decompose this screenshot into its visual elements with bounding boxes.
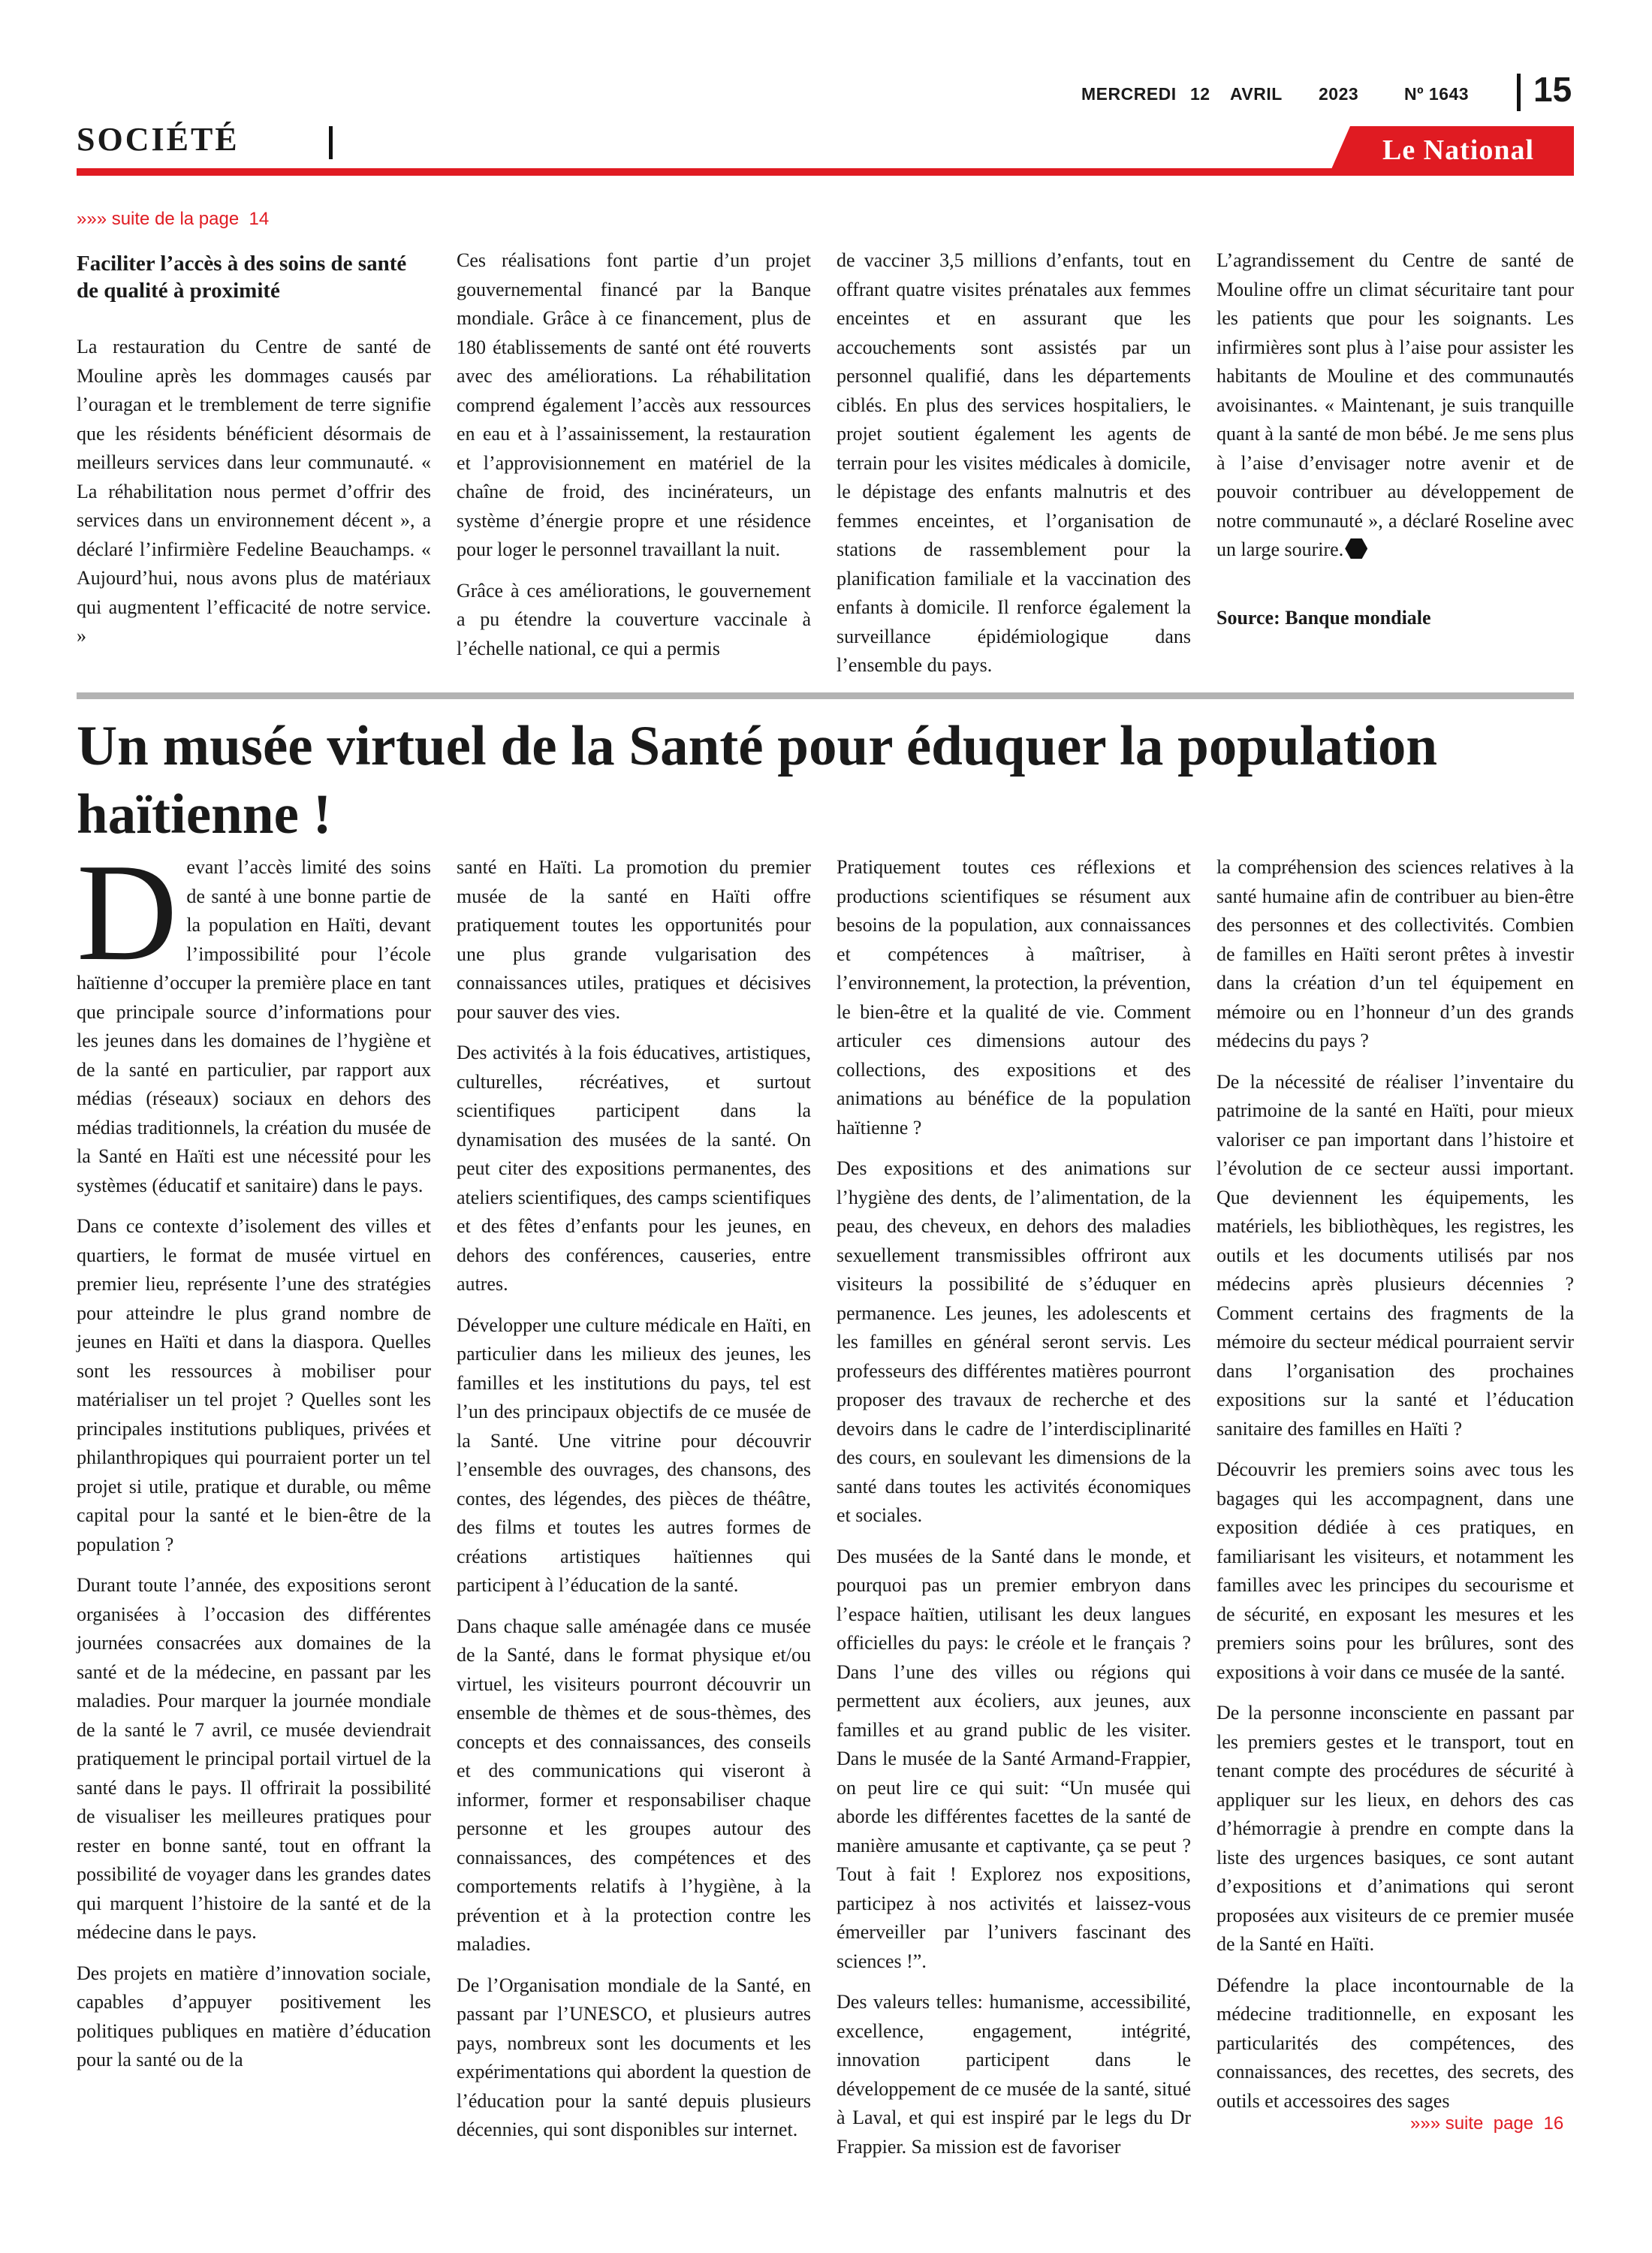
section-title: SOCIÉTÉ [77, 121, 240, 158]
paragraph: la compréhension des sciences relatives à la santé humaine afin de contribuer au bien-être des personnes et des collectivités. Combien de familles en Haïti seront prêtes à investir dans la création d’un tel équipement en mémoire ou en l’honneur d’un des grands médecins du pays ? [1216, 856, 1574, 1051]
top-article-column-4 [1216, 246, 1574, 632]
paragraph: Durant toute l’année, des expositions seront organisées à l’occasion des différentes journées consacrées aux domaines de la santé et de la médecine, en passant par les maladies. Pour marquer la journée mondiale de la santé le 7 avril, ce musée deviendrait pratiquement le principal portail virtuel de la santé dans le pays. Il offrirait la possibilité de visualiser les meilleures pratiques pour rester en bonne santé, tout en offrant la possibilité de voyager dans les grandes dates qui marquent l’histoire de la santé et de la médecine dans le pays. [77, 1574, 431, 1943]
date-year: 2023 [1319, 84, 1359, 104]
paragraph: Des musées de la Santé dans le monde, et pourquoi pas un premier embryon dans l’espace haïtien, utilisant les deux langues officielles du pays: le créole et le français ? Dans l’une des villes ou régions qui permettent aux écoliers, aux jeunes, aux familles et au grand public de les visiter. Dans le musée de la Santé Armand-Frappier, on peut lire ce qui suit: “Un musée qui aborde les différentes facettes de la santé de manière amusante et captivante, ça se peut ? Tout à fait ! Explorez nos expositions, participez à nos activités et laissez-vous émerveiller par l’univers fascinant des sciences !”. [837, 1545, 1191, 1972]
top-article-column-2 [457, 246, 811, 663]
main-article-column-3 [837, 853, 1191, 2161]
header-rule [77, 168, 1574, 176]
page-number: 15 [1533, 70, 1572, 109]
section-divider [329, 126, 333, 159]
paragraph: de vacciner 3,5 millions d’enfants, tout en offrant quatre visites prénatales aux femmes enceintes et en assurant que les accouchements sont assistés par un personnel qualifié, dans les départements ciblés. En plus des services hospitaliers, le projet soutient également les agents de terrain pour les visites médicales à domicile, le dépistage des enfants malnutris et des femmes enceintes, et l’organisation de stations de rassemblement pour la planification familiale et la vaccination des enfants à domicile. Il renforce également la surveillance épidémiologique dans l’ensemble du pays. [837, 249, 1191, 676]
page-number-divider [1517, 74, 1521, 111]
paragraph: Défendre la place incontournable de la médecine traditionnelle, en exposant les particularités des compétences, des connaissances, des recettes, des secrets, des outils et accessoires des sages [1216, 1974, 1574, 2112]
continued-from-label: »»» suite de la page 14 [77, 209, 270, 229]
date-month: AVRIL [1230, 84, 1283, 104]
continued-on-label: »»» suite page 16 [1410, 2113, 1564, 2134]
main-article-column-2 [457, 853, 811, 2145]
paragraph: Des projets en matière d’innovation sociale, capables d’appuyer positivement les politiques publiques en matière d’éducation pour la santé ou de la [77, 1962, 431, 2071]
paragraph: De la nécessité de réaliser l’inventaire du patrimoine de la santé en Haïti, pour mieux valoriser ce pan important dans l’histoire et l’évolution de ce secteur aussi important. Que deviennent les équipements, les matériels, les bibliothèques, les registres, les outils et les documents utilisés par nos médecins après plusieurs décennies ? Comment certains des fragments de la mémoire du secteur médical pourraient servir dans l’organisation des prochaines expositions sur la santé et l’éducation sanitaire des familles en Haïti ? [1216, 1070, 1574, 1440]
paragraph [1216, 246, 1574, 565]
date-weekday: MERCREDI [1081, 84, 1177, 104]
paragraph: La restauration du Centre de santé de Mouline après les dommages causés par l’ouragan et le tremblement de terre signifie que les résidents bénéficient désormais de meilleurs services dans leur communauté. « La réhabilitation nous permet d’offrir des services dans un environnement décent », a déclaré l’infirmière Fedeline Beauchamps. « Aujourd’hui, nous avons plus de matériaux qui augmentent l’efficacité de notre service. » [77, 336, 431, 647]
main-article-column-4 [1216, 853, 1574, 2116]
lead-paragraph-text: evant l’accès limité des soins de santé à une bonne partie de la population en Haïti, devant l’impossibilité pour l’école haïtienne d’occuper la première place en tant que principale source d’informations pour les jeunes dans les domaines de l’hygiène et de la santé en particulier, par rapport aux médias (réseaux) sociaux en dehors des médias traditionnels, la création du musée de la Santé en Haïti est une nécessité pour les systèmes (éducatif et sanitaire) dans le pays. [77, 856, 431, 1196]
paragraph: Ces réalisations font partie d’un projet gouvernemental financé par la Banque mondiale. Grâce à ce financement, plus de 180 établissements de santé ont été rouverts avec des améliorations. La réhabilitation comprend également l’accès aux ressources en eau et à l’assainissement, la restauration et l’approvisionnement en matériel de la chaîne de froid, des incinérateurs, un système d’énergie propre et une résidence pour loger le personnel travaillant la nuit. [457, 249, 811, 560]
main-article-column-1 [77, 835, 431, 2075]
brand-name: Le National [1382, 134, 1535, 166]
paragraph: Des activités à la fois éducatives, artistiques, culturelles, récréatives, et surtout scientifiques participent dans la dynamisation des musées de la santé. On peut citer des expositions permanentes, des ateliers scientifiques, des camps scientifiques et des fêtes d’enfants pour les jeunes, en dehors des conférences, causeries, entre autres. [457, 1042, 811, 1295]
paragraph: De l’Organisation mondiale de la Santé, en passant par l’UNESCO, et plusieurs autres pays, nombreux sont les documents et les expérimentations qui abordent la question de l’éducation pour la santé depuis plusieurs décennies, qui sont disponibles sur internet. [457, 1974, 811, 2140]
article-source: Source: Banque mondiale [1216, 606, 1431, 629]
drop-cap: D [77, 835, 178, 990]
top-article-column-1 [77, 250, 431, 651]
paragraph: santé en Haïti. La promotion du premier musée de la santé en Haïti offre pratiquement toutes les opportunités pour une plus grande vulgarisation des connaissances utiles, pratiques et décisives pour sauver des vies. [457, 856, 811, 1023]
paragraph: Des valeurs telles: humanisme, accessibilité, excellence, engagement, intégrité, innovation participent dans le développement de ce musée de la santé, situé à Laval, et qui est inspiré par le legs du Dr Frappier. Sa mission est de favoriser [837, 1991, 1191, 2158]
top-article-column-3 [837, 246, 1191, 680]
paragraph: Pratiquement toutes ces réflexions et productions scientifiques se résument aux besoins de la population, aux connaissances et compétences à maîtriser, à l’environnement, la protection, la prévention, le bien-être et la qualité de vie. Comment articuler ces dimensions autour des collections, des expositions et des animations au bénéfice de la population haïtienne ? [837, 856, 1191, 1139]
paragraph: Grâce à ces améliorations, le gouvernement a pu étendre la couverture vaccinale à l’échelle national, ce qui a permis [457, 579, 811, 659]
main-headline: Un musée virtuel de la Santé pour éduquer la population haïtienne ! [77, 715, 1438, 846]
lead-paragraph [77, 835, 431, 1200]
paragraph: Dans chaque salle aménagée dans ce musée de la Santé, dans le format physique et/ou virtuel, les visiteurs pourront découvrir un ensemble de thèmes et de sous-thèmes, des concepts et des connaissances, des conseils et des communications qui viseront à informer, former et responsabiliser chaque personne et les groupes autour des connaissances, des compétences et des comportements relatifs à l’hygiène, à la prévention et à la protection contre les maladies. [457, 1615, 811, 1955]
top-article-subhead: Faciliter l’accès à des soins de santé de qualité à proximité [77, 252, 407, 303]
paragraph: Développer une culture médicale en Haïti, en particulier dans les milieux des jeunes, les familles et les institutions du pays, tel est l’un des principaux objectifs de ce musée de la Santé. Une vitrine pour découvrir l’ensemble des ouvrages, des chansons, des contes, des légendes, des pièces de théâtre, des films et toutes les autres formes de créations artistiques haïtiennes qui participent à l’éducation de la santé. [457, 1313, 811, 1596]
paragraph-text: L’agrandissement du Centre de santé de Mouline offre un climat sécuritaire tant pour les patients que pour les soignants. Les infirmières sont plus à l’aise pour assister les habitants de Mouline et des communautés avoisinantes. « Maintenant, je suis tranquille quant à la santé de mon bébé. Je me sens plus à l’aise d’envisager notre avenir et de pouvoir contribuer au développement de notre communauté », a déclaré Roseline avec un large sourire. [1216, 249, 1574, 560]
paragraph: Découvrir les premiers soins avec tous les bagages qui les accompagnent, dans une exposition dédiée à ces pratiques, en familiarisant les visiteurs, et notamment les familles avec les principes du secourisme et de sécurité, en exposant les mesures et les premiers soins pour les brûlures, sont des expositions à voir dans ce musée de la santé. [1216, 1458, 1574, 1683]
paragraph: Dans ce contexte d’isolement des villes et quartiers, le format de musée virtuel en premier lieu, représente l’une des stratégies pour atteindre le plus grand nombre de jeunes en Haïti et dans la diaspora. Quelles sont les ressources à mobiliser pour matérialiser un tel projet ? Quelles sont les principales institutions publiques, privées et philanthropiques qui pourraient porter un tel projet si utile, pratique et durable, ou même capital pour la santé et le bien-être de la population ? [77, 1215, 431, 1555]
issue-number: Nº 1643 [1404, 84, 1470, 104]
end-of-article-mark-icon [1345, 538, 1367, 559]
article-divider [77, 692, 1574, 699]
paragraph: De la personne inconsciente en passant par les premiers gestes et le transport, tout en tenant compte des procédures de sécurité à appliquer sur les lieux, en dehors des cas d’hémorragie à prendre en compte dans la liste des urgences basiques, ce sont autant d’expositions et d’animations qui seront proposées aux visiteurs de ce premier musée de la Santé en Haïti. [1216, 1702, 1574, 1955]
paragraph: Des expositions et des animations sur l’hygiène des dents, de l’alimentation, de la peau, des cheveux, en dehors des maladies sexuellement transmissibles offriront aux visiteurs la possibilité de s’éduquer en permanence. Les jeunes, les adolescents et les familles en général seront servis. Les professeurs des différentes matières pourront proposer des travaux de recherche et des devoirs dans le cadre de l’interdisciplinarité des cours, en soulevant les dimensions de la santé dans toutes les activités économiques et sociales. [837, 1157, 1191, 1526]
date-day: 12 [1190, 84, 1210, 104]
